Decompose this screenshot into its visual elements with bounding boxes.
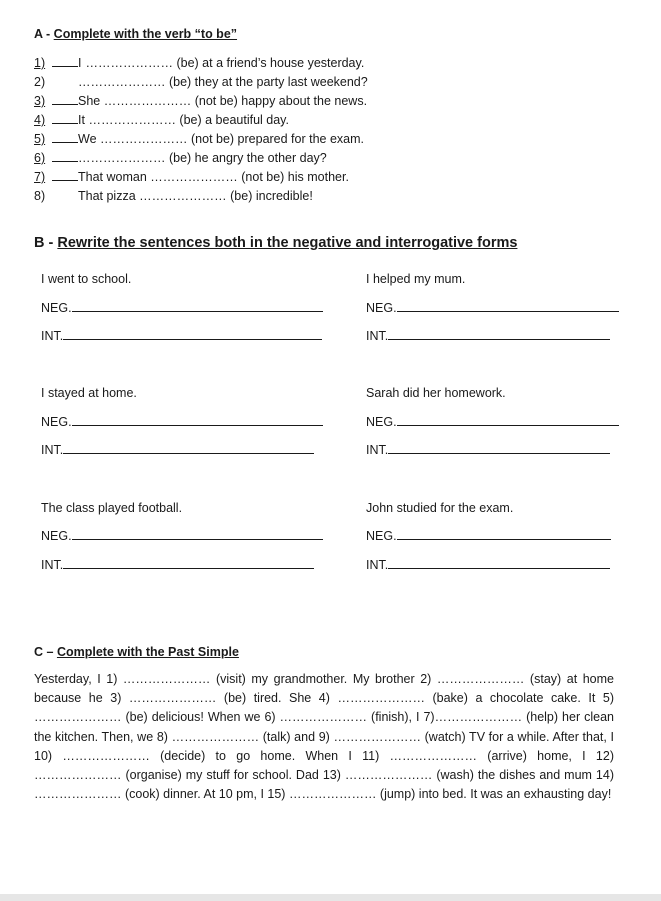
page-bottom-edge — [0, 894, 661, 901]
answer-blank — [52, 56, 78, 67]
sentence-5: The class played football. — [41, 501, 183, 515]
item-a1-number: 1) — [34, 56, 46, 70]
neg-field-4[interactable] — [366, 415, 619, 429]
item-a8-number: 8) — [34, 189, 46, 203]
section-a-title: Complete with the verb “to be” — [53, 27, 238, 41]
item-a3 — [52, 94, 367, 108]
item-a6-dots: ………………… — [78, 151, 166, 165]
neg-label: NEG. — [366, 529, 397, 543]
item-a1-dots: ………………… — [85, 56, 173, 70]
answer-line[interactable] — [388, 558, 610, 569]
item-a5-dots: ………………… — [100, 132, 188, 146]
section-c-title: Complete with the Past Simple — [56, 645, 239, 659]
answer-line[interactable] — [397, 301, 619, 312]
answer-blank — [52, 151, 78, 162]
answer-line[interactable] — [397, 529, 611, 540]
neg-field-5[interactable] — [41, 529, 323, 543]
item-a5-subject: We — [78, 132, 97, 146]
item-a5-rest: (not be) prepared for the exam. — [191, 132, 365, 146]
neg-label: NEG. — [366, 301, 397, 315]
section-b-prefix: B - — [34, 235, 58, 251]
section-a-prefix: A - — [34, 27, 54, 41]
int-label: INT. — [41, 329, 64, 343]
answer-line[interactable] — [388, 443, 610, 454]
item-a7-number: 7) — [34, 170, 46, 184]
item-a5 — [52, 132, 364, 146]
int-field-6[interactable] — [366, 558, 610, 572]
item-a5-number: 5) — [34, 132, 46, 146]
item-a7-dots: ………………… — [150, 170, 238, 184]
sentence-2: I helped my mum. — [366, 272, 466, 286]
item-a6-rest: (be) he angry the other day? — [168, 151, 327, 165]
section-c-prefix: C – — [34, 645, 57, 659]
int-field-1[interactable] — [41, 329, 322, 343]
section-c-heading — [34, 645, 239, 659]
item-a7-subject: That woman — [78, 170, 147, 184]
section-a-heading — [34, 27, 237, 41]
item-a1-subject: I — [78, 56, 82, 70]
item-a2 — [78, 75, 368, 89]
answer-line[interactable] — [72, 529, 323, 540]
answer-blank — [52, 113, 78, 124]
answer-line[interactable] — [72, 301, 323, 312]
item-a3-rest: (not be) happy about the news. — [194, 94, 368, 108]
item-a4-rest: (be) a beautiful day. — [179, 113, 289, 127]
int-field-5[interactable] — [41, 558, 314, 572]
section-b-heading — [34, 235, 517, 251]
int-label: INT. — [41, 443, 64, 457]
int-label: INT. — [366, 558, 389, 572]
answer-blank — [52, 132, 78, 143]
item-a8 — [78, 189, 313, 203]
int-label: INT. — [41, 558, 64, 572]
item-a6-number: 6) — [34, 151, 46, 165]
answer-line[interactable] — [63, 329, 322, 340]
item-a2-number: 2) — [34, 75, 46, 89]
item-a2-dots: ………………… — [78, 75, 166, 89]
item-a8-dots: ………………… — [139, 189, 227, 203]
neg-label: NEG. — [366, 415, 397, 429]
int-label: INT. — [366, 443, 389, 457]
item-a1-rest: (be) at a friend’s house yesterday. — [176, 56, 365, 70]
sentence-3: I stayed at home. — [41, 386, 137, 400]
item-a6 — [52, 151, 327, 165]
item-a7-rest: (not be) his mother. — [241, 170, 349, 184]
int-field-4[interactable] — [366, 443, 610, 457]
answer-line[interactable] — [388, 329, 610, 340]
item-a3-dots: ………………… — [103, 94, 192, 108]
neg-label: NEG. — [41, 529, 72, 543]
sentence-4: Sarah did her homework. — [366, 386, 506, 400]
int-field-2[interactable] — [366, 329, 610, 343]
answer-line[interactable] — [397, 415, 619, 426]
item-a8-subject: That pizza — [78, 189, 136, 203]
past-simple-paragraph: Yesterday, I 1) ………………… (visit) my grandmother. My brother 2) ………………… (stay) at home because he 3) ………………… (be) tired. She 4) ………………… (bake) a chocolate cake. It 5) ………………… (be) delicious! When we 6) ………………… (finish), I 7)………………… (help) her clean the kitchen. Then, we 8) ………………… (talk) and 9) ………………… (watch) TV for a while. After that, I 10) ………………… (decide) to go home. When I 11) ………………… (arrive) home, I 12) ………………… (organise) my stuff for school. Dad 13) ………………… (wash) the dishes and mum 14) ………………… (cook) dinner. At 10 pm, I 15) ………………… (jump) into bed. It was an exhausting day! — [34, 672, 614, 802]
sentence-6: John studied for the exam. — [366, 501, 514, 515]
item-a3-subject: She — [78, 94, 101, 108]
neg-field-3[interactable] — [41, 415, 323, 429]
neg-field-6[interactable] — [366, 529, 611, 543]
sentence-1: I went to school. — [41, 272, 132, 286]
item-a2-rest: (be) they at the party last weekend? — [168, 75, 368, 89]
item-a4-number: 4) — [34, 113, 46, 127]
answer-line[interactable] — [63, 443, 314, 454]
answer-blank — [52, 94, 78, 105]
answer-blank — [52, 170, 78, 181]
answer-line[interactable] — [63, 558, 314, 569]
item-a4 — [52, 113, 289, 127]
section-b-title: Rewrite the sentences both in the negative and interrogative forms — [57, 235, 518, 251]
item-a7 — [52, 170, 349, 184]
neg-label: NEG. — [41, 301, 72, 315]
neg-field-1[interactable] — [41, 301, 323, 315]
int-field-3[interactable] — [41, 443, 314, 457]
item-a4-dots: ………………… — [88, 113, 176, 127]
item-a3-number: 3) — [34, 94, 46, 108]
answer-line[interactable] — [72, 415, 323, 426]
item-a1 — [52, 56, 364, 70]
item-a8-rest: (be) incredible! — [230, 189, 313, 203]
int-label: INT. — [366, 329, 389, 343]
neg-field-2[interactable] — [366, 301, 619, 315]
neg-label: NEG. — [41, 415, 72, 429]
item-a4-subject: It — [78, 113, 85, 127]
